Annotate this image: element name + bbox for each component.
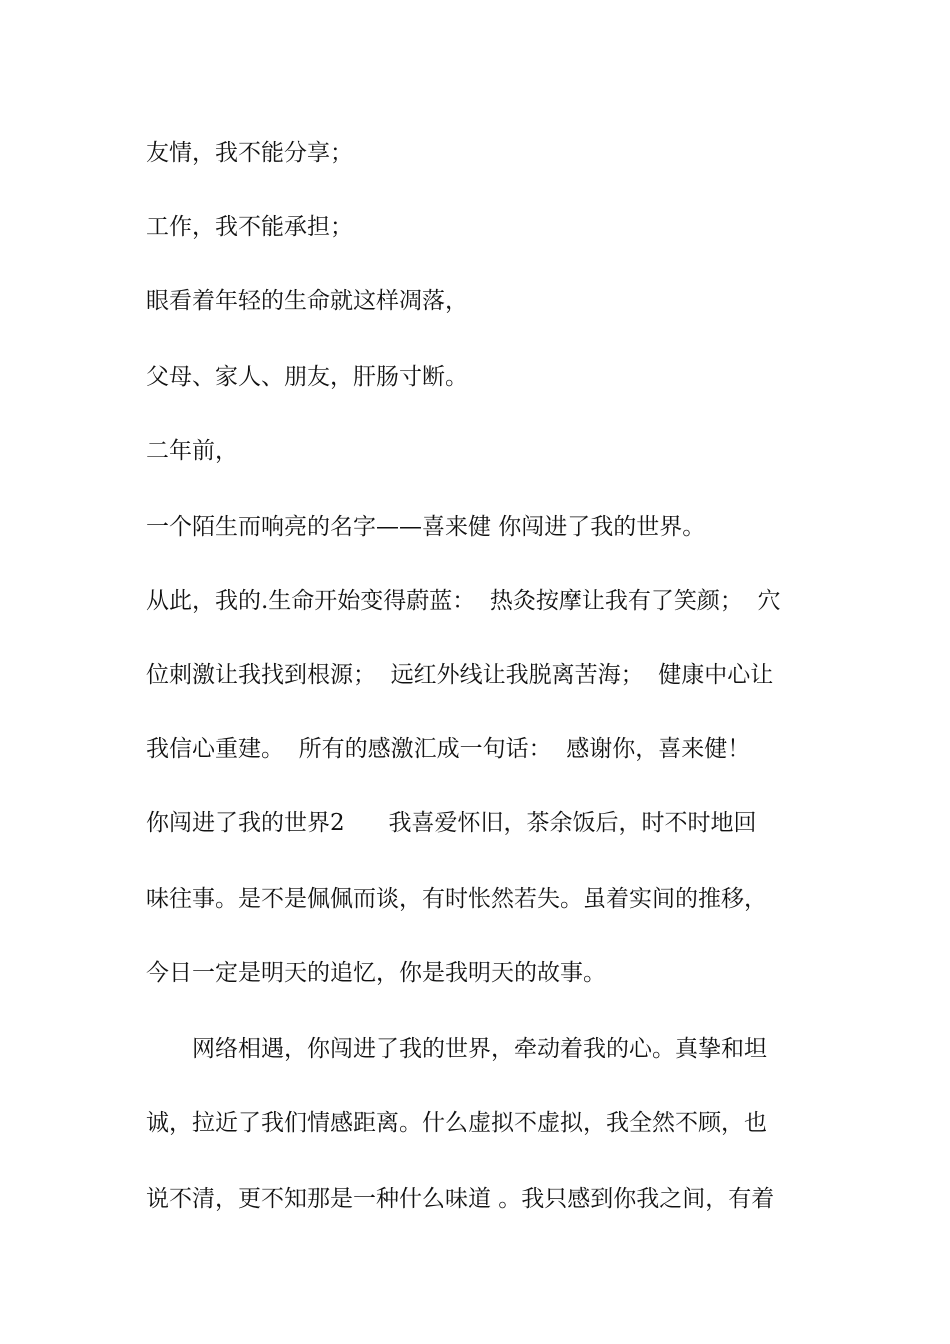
text-line: 位刺激让我找到根源； 远红外线让我脱离苦海； 健康中心让 bbox=[146, 662, 774, 688]
text-line: 我信心重建。 所有的感激汇成一句话： 感谢你，喜来健！ bbox=[146, 736, 751, 762]
text-line: 今日一定是明天的追忆，你是我明天的故事。 bbox=[146, 960, 606, 986]
text-line: 说不清，更不知那是一种什么味道 。我只感到你我之间，有着 bbox=[146, 1186, 775, 1212]
text-line: 友情，我不能分享； bbox=[146, 140, 353, 166]
text-line: 工作，我不能承担； bbox=[146, 214, 353, 240]
text-line: 味往事。是不是佩佩而谈，有时怅然若失。虽着实间的推移， bbox=[146, 886, 767, 912]
text-line: 眼看着年轻的生命就这样凋落， bbox=[146, 288, 468, 314]
text-line: 二年前， bbox=[146, 438, 238, 464]
text-line: 从此，我的.生命开始变得蔚蓝： 热灸按摩让我有了笑颜； 穴 bbox=[146, 588, 781, 614]
text-line: 网络相遇，你闯进了我的世界，牵动着我的心。真挚和坦 bbox=[192, 1036, 767, 1062]
text-line: 诚，拉近了我们情感距离。什么虚拟不虚拟，我全然不顾，也 bbox=[146, 1110, 767, 1136]
text-line: 你闯进了我的世界2 我喜爱怀旧，茶余饭后，时不时地回 bbox=[146, 810, 757, 836]
text-line: 父母、家人、朋友，肝肠寸断。 bbox=[146, 364, 468, 390]
text-line: 一个陌生而响亮的名字——喜来健 你闯进了我的世界。 bbox=[146, 514, 706, 540]
